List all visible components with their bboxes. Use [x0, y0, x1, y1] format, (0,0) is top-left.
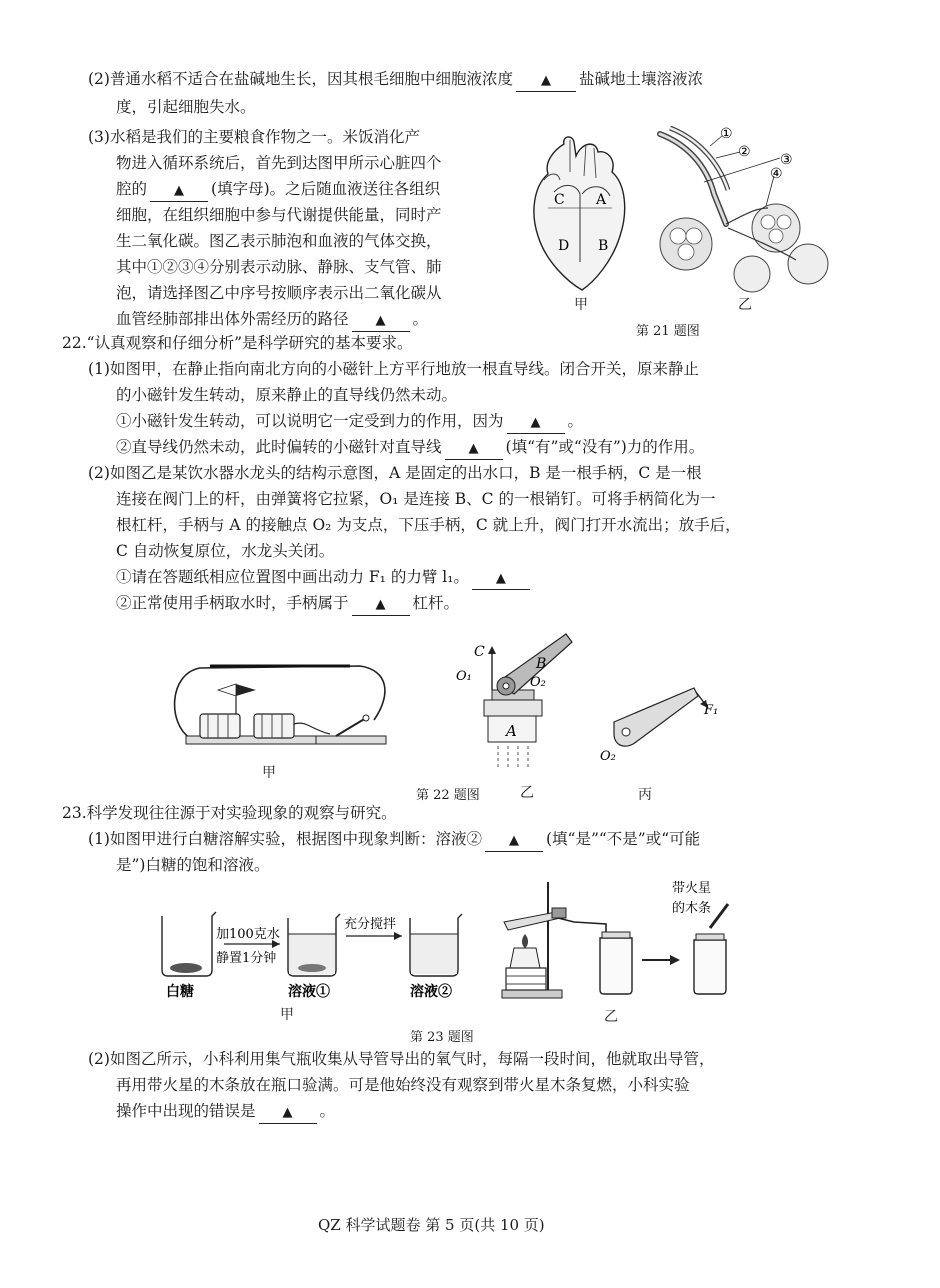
fig22-label-jia: 甲 [262, 765, 276, 781]
q22-part2-line4: C 自动恢复原位，水龙头关闭。 [116, 542, 335, 560]
q22-part2-line3: 根杠杆，手柄与 A 的接触点 O₂ 为支点，下压手柄，C 就上升，阀门打开水流出；放手后， [116, 516, 741, 534]
fig23-label-jia: 甲 [280, 1007, 294, 1023]
q23-part2-line3: 操作中出现的错误是 ▲ 。 [116, 1098, 335, 1125]
answer-blank[interactable]: ▲ [259, 1103, 317, 1124]
heart-label-b: B [598, 238, 609, 254]
q21-part3-line3: 腔的 ▲ (填字母)。之后随血液送往各组织 [116, 176, 440, 203]
answer-blank[interactable]: ▲ [150, 181, 208, 202]
q22-title: 22.“认真观察和仔细分析”是科学研究的基本要求。 [62, 334, 413, 352]
answer-blank[interactable]: ▲ [472, 569, 530, 590]
solution2-label: 溶液② [410, 984, 452, 1000]
faucet-label-o1: O₁ [456, 669, 472, 684]
lever-label-f1: F₁ [704, 703, 719, 718]
answer-blank[interactable]: ▲ [485, 831, 543, 852]
lung-label-2: ② [738, 144, 751, 160]
answer-blank[interactable]: ▲ [352, 595, 410, 616]
sugar-label: 白糖 [166, 984, 194, 1000]
step2-label: 充分搅拌 [344, 917, 397, 932]
lung-label-1: ① [720, 126, 733, 142]
lung-label-3: ③ [780, 152, 793, 168]
heart-label-d: D [558, 238, 570, 254]
faucet-label-b: B [536, 656, 547, 672]
fig23-caption: 第 23 题图 [410, 1030, 474, 1045]
lever-figure [596, 672, 728, 766]
q21-part3-line4: 细胞，在组织细胞中参与代谢提供能量，同时产 [116, 206, 442, 224]
fig21-caption: 第 21 题图 [636, 324, 700, 339]
solution1-label: 溶液① [288, 984, 330, 1000]
heart-label-c: C [554, 192, 565, 208]
q22-part2-q2: ②正常使用手柄取水时，手柄属于 ▲ 杠杆。 [116, 590, 459, 617]
step1-label-a: 加100克水 [216, 927, 280, 942]
fig22-label-yi: 乙 [520, 785, 534, 801]
q21-part3-line1: (3)水稻是我们的主要粮食作物之一。米饭消化产 [88, 128, 420, 146]
q22-part2-q1: ①请在答题纸相应位置图中画出动力 F₁ 的力臂 l₁。 ▲ [116, 564, 533, 591]
oxygen-collection-figure [496, 872, 756, 1004]
q22-part1-q1: ①小磁针发生转动，可以说明它一定受到力的作用，因为 ▲ 。 [116, 408, 583, 435]
q22-part1-q2: ②直导线仍然未动，此时偏转的小磁针对直导线 ▲ (填“有”或“没有”)力的作用。 [116, 434, 704, 461]
answer-blank[interactable]: ▲ [516, 71, 576, 92]
circuit-compass-figure [160, 654, 396, 754]
q22-part2-line2: 连接在阀门上的杆，由弹簧将它拉紧，O₁ 是连接 B、C 的一根销钉。可将手柄简化为一 [116, 490, 716, 508]
page-footer: QZ 科学试题卷 第 5 页(共 10 页) [318, 1216, 545, 1234]
q22-part1-line1: (1)如图甲，在静止指向南北方向的小磁针上方平行地放一根直导线。闭合开关，原来静止 [88, 360, 699, 378]
lung-label-4: ④ [770, 166, 783, 182]
q22-part1-line2: 的小磁针发生转动，原来静止的直导线仍然未动。 [116, 386, 458, 404]
answer-blank[interactable]: ▲ [507, 413, 565, 434]
answer-blank[interactable]: ▲ [445, 439, 503, 460]
fig21-label-yi: 乙 [738, 297, 752, 313]
lung-alveoli-figure [656, 124, 832, 294]
q23-part1-line2: 是”)白糖的饱和溶液。 [116, 856, 270, 874]
faucet-label-o2: O₂ [530, 675, 546, 690]
q21-part3-line6: 其中①②③④分别表示动脉、静脉、支气管、肺 [116, 258, 442, 276]
heart-figure [524, 132, 636, 294]
q23-part2-line2: 再用带火星的木条放在瓶口验满。可是他始终没有观察到带火星木条复燃，小科实验 [116, 1076, 690, 1094]
splint-label-b: 的木条 [672, 901, 712, 916]
q21-part3-line8: 血管经肺部排出体外需经历的路径 ▲ 。 [116, 306, 428, 333]
lever-label-o2: O₂ [600, 749, 616, 764]
fig21-label-jia: 甲 [574, 297, 588, 313]
faucet-label-a: A [506, 722, 517, 740]
q21-part3-line5: 生二氧化碳。图乙表示肺泡和血液的气体交换， [116, 232, 442, 250]
q21-part2-line2: 度，引起细胞失水。 [116, 98, 256, 116]
heart-label-a: A [596, 192, 607, 208]
fig23-label-yi: 乙 [604, 1009, 618, 1025]
q21-part2-line1: (2)普通水稻不适合在盐碱地生长，因其根毛细胞中细胞液浓度 ▲ 盐碱地土壤溶液浓 [88, 66, 703, 93]
step1-label-b: 静置1分钟 [216, 951, 277, 966]
q23-part1-line1: (1)如图甲进行白糖溶解实验，根据图中现象判断：溶液② ▲ (填“是”“不是”或“可能 [88, 826, 700, 853]
splint-label-a: 带火星 [672, 881, 712, 896]
faucet-label-c: C [474, 644, 485, 660]
fig22-label-bing: 丙 [638, 787, 652, 803]
q21-part3-line7: 泡，请选择图乙中序号按顺序表示出二氧化碳从 [116, 284, 442, 302]
q21-part3-line2: 物进入循环系统后，首先到达图甲所示心脏四个 [116, 154, 442, 172]
faucet-figure [454, 622, 584, 772]
fig22-caption: 第 22 题图 [416, 788, 480, 803]
q23-part2-line1: (2)如图乙所示，小科利用集气瓶收集从导管导出的氧气时，每隔一段时间，他就取出导管， [88, 1050, 715, 1068]
answer-blank[interactable]: ▲ [352, 311, 410, 332]
q23-title: 23.科学发现往往源于对实验现象的观察与研究。 [62, 804, 397, 822]
sugar-dissolving-figure [154, 902, 484, 1002]
q22-part2-line1: (2)如图乙是某饮水器水龙头的结构示意图，A 是固定的出水口，B 是一根手柄，C 是一根 [88, 464, 702, 482]
